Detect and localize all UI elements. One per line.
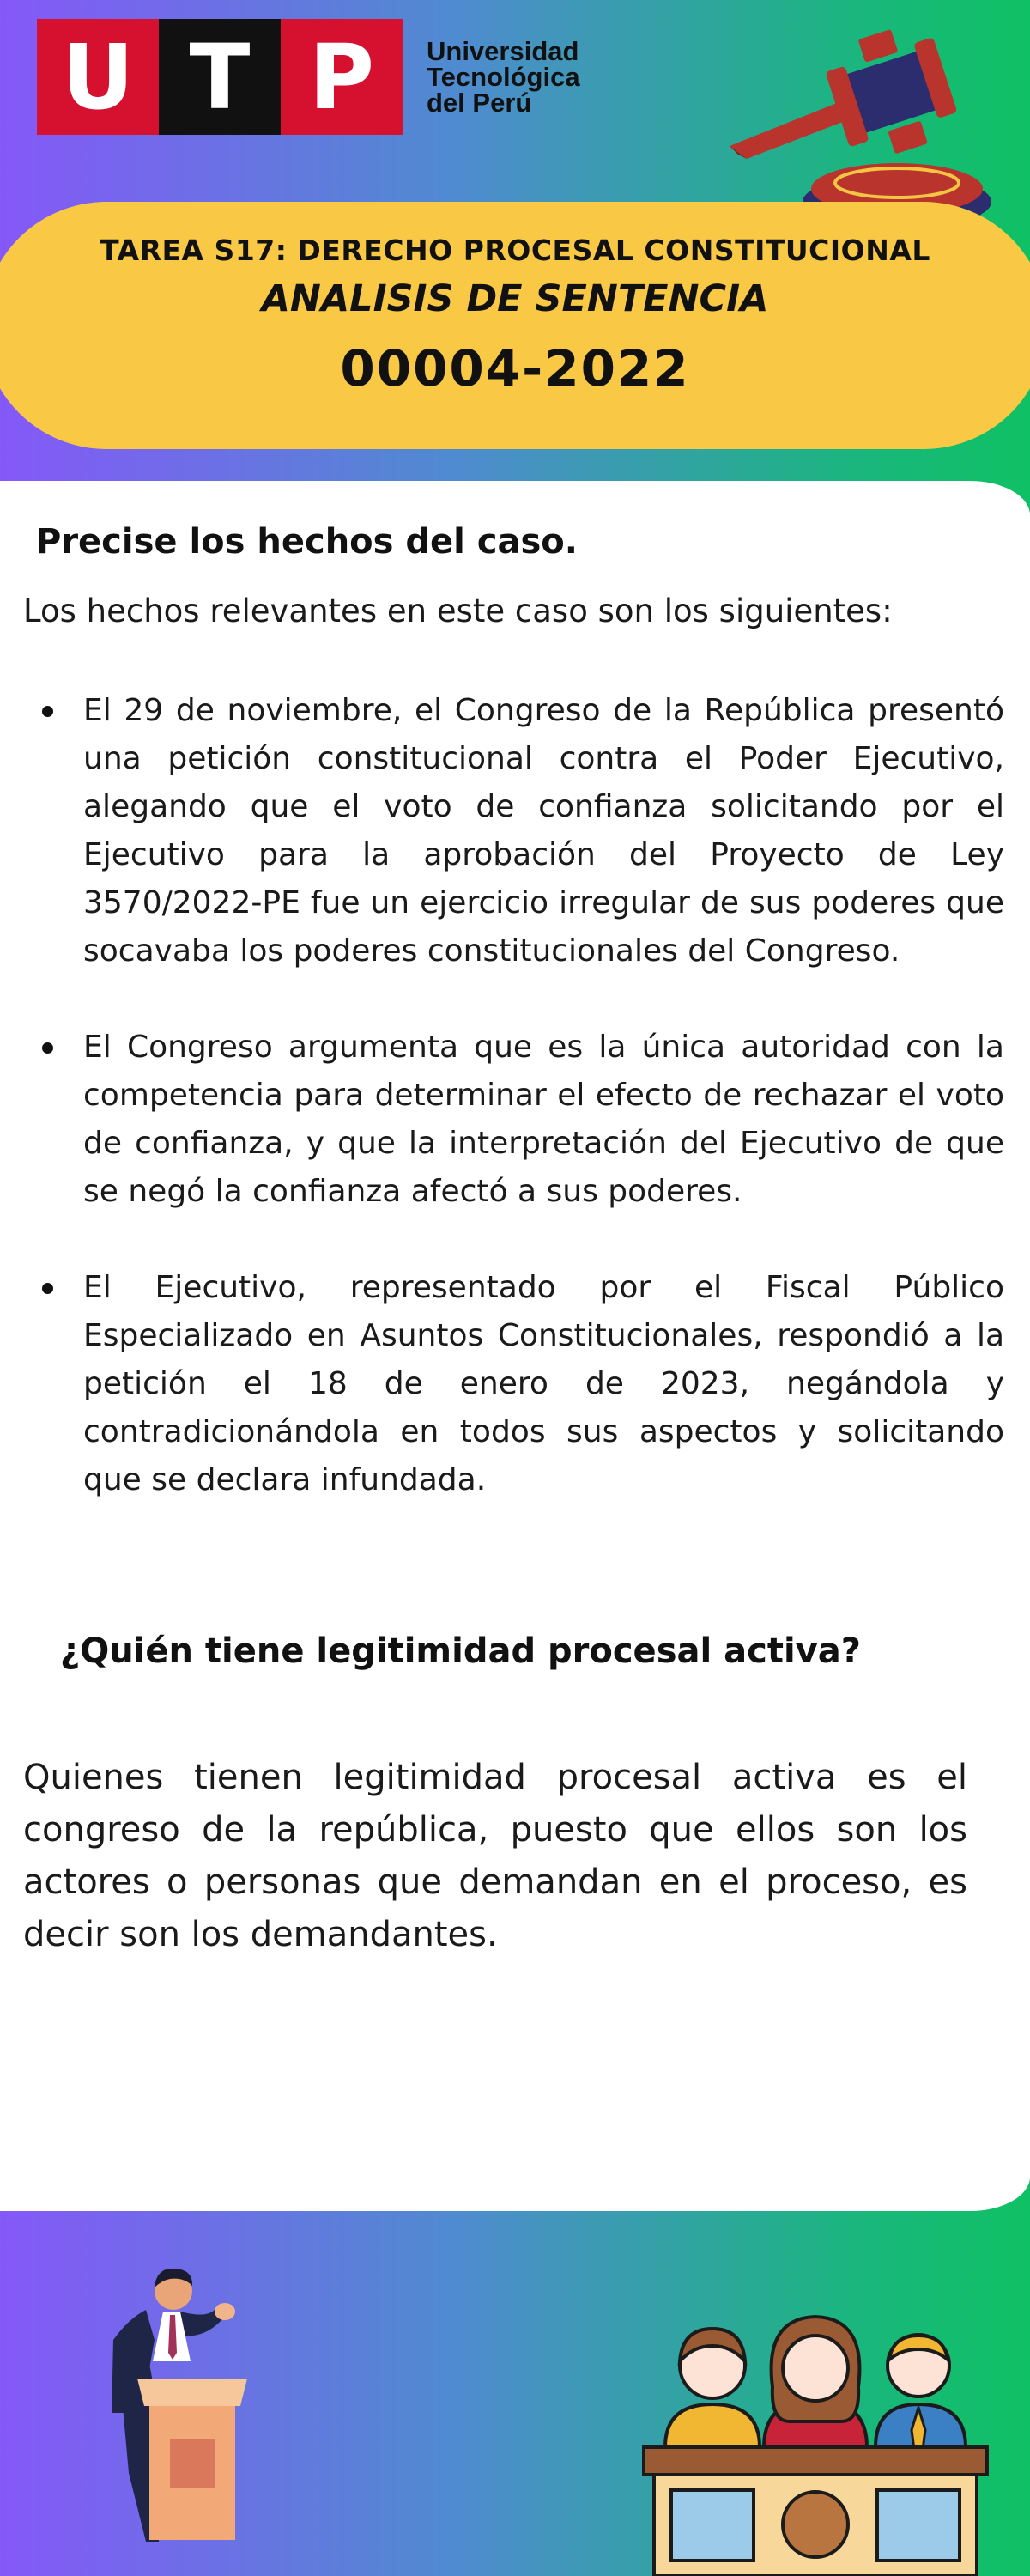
university-name [427, 35, 580, 118]
jury-panel-icon [635, 2301, 996, 2576]
analysis-subtitle: ANALISIS DE SENTENCIA [261, 277, 769, 320]
logo-letter-t: T [159, 19, 281, 135]
logo-letter-u: U [37, 19, 159, 135]
speaker-at-podium-icon [94, 2258, 258, 2550]
section-heading-facts: Precise los hechos del caso. [36, 522, 578, 562]
bullet-icon [42, 706, 53, 717]
fact-text: El Congreso argumenta que es la única autoridad con la competencia para determinar el efecto de rechazar el voto de confianza, y que la interpretación del Ejecutivo de que se negó la confianza afectó a sus poderes. [83, 1030, 1004, 1209]
list-item [39, 687, 1004, 975]
bullet-icon [42, 1283, 53, 1294]
case-number: 00004-2022 [340, 339, 690, 398]
fact-text: El 29 de noviembre, el Congreso de la República presentó una petición constitucional contra el Poder Ejecutivo, alegando que el voto de confianza solicitando por el Ejecutivo para la aprobación del Proyecto de Ley 3570/2022-PE fue un ejercicio irregular de sus poderes que socavaba los poderes constitucionales del Congreso. [83, 693, 1004, 969]
gavel-icon [712, 9, 1004, 232]
university-name-line: Tecnológica [427, 61, 580, 92]
facts-list [39, 687, 1004, 1552]
section-heading-legitimacy: ¿Quién tiene legitimidad procesal activa? [60, 1631, 861, 1671]
bullet-icon [42, 1042, 53, 1054]
list-item [39, 1024, 1004, 1216]
facts-intro: Los hechos relevantes en este caso son los siguientes: [23, 592, 893, 629]
logo-letter-p: P [281, 19, 403, 135]
assignment-title: TAREA S17: DERECHO PROCESAL CONSTITUCIONAL [100, 234, 930, 267]
utp-logo [37, 19, 580, 135]
legitimacy-answer: Quienes tienen legitimidad procesal activa es el congreso de la república, puesto que ellos son los actores o personas que demandan en el proceso, es decir son los demandantes. [23, 1758, 967, 1954]
fact-text: El Ejecutivo, representado por el Fiscal Público Especializado en Asuntos Constitucionales, respondió a la petición el 18 de enero de 2023, negándola y contradicionándola en todos sus aspectos y solicitando que se declara infundada. [83, 1270, 1004, 1498]
university-name-line: Universidad [427, 35, 579, 66]
list-item [39, 1264, 1004, 1504]
university-name-line: del Perú [427, 87, 532, 118]
